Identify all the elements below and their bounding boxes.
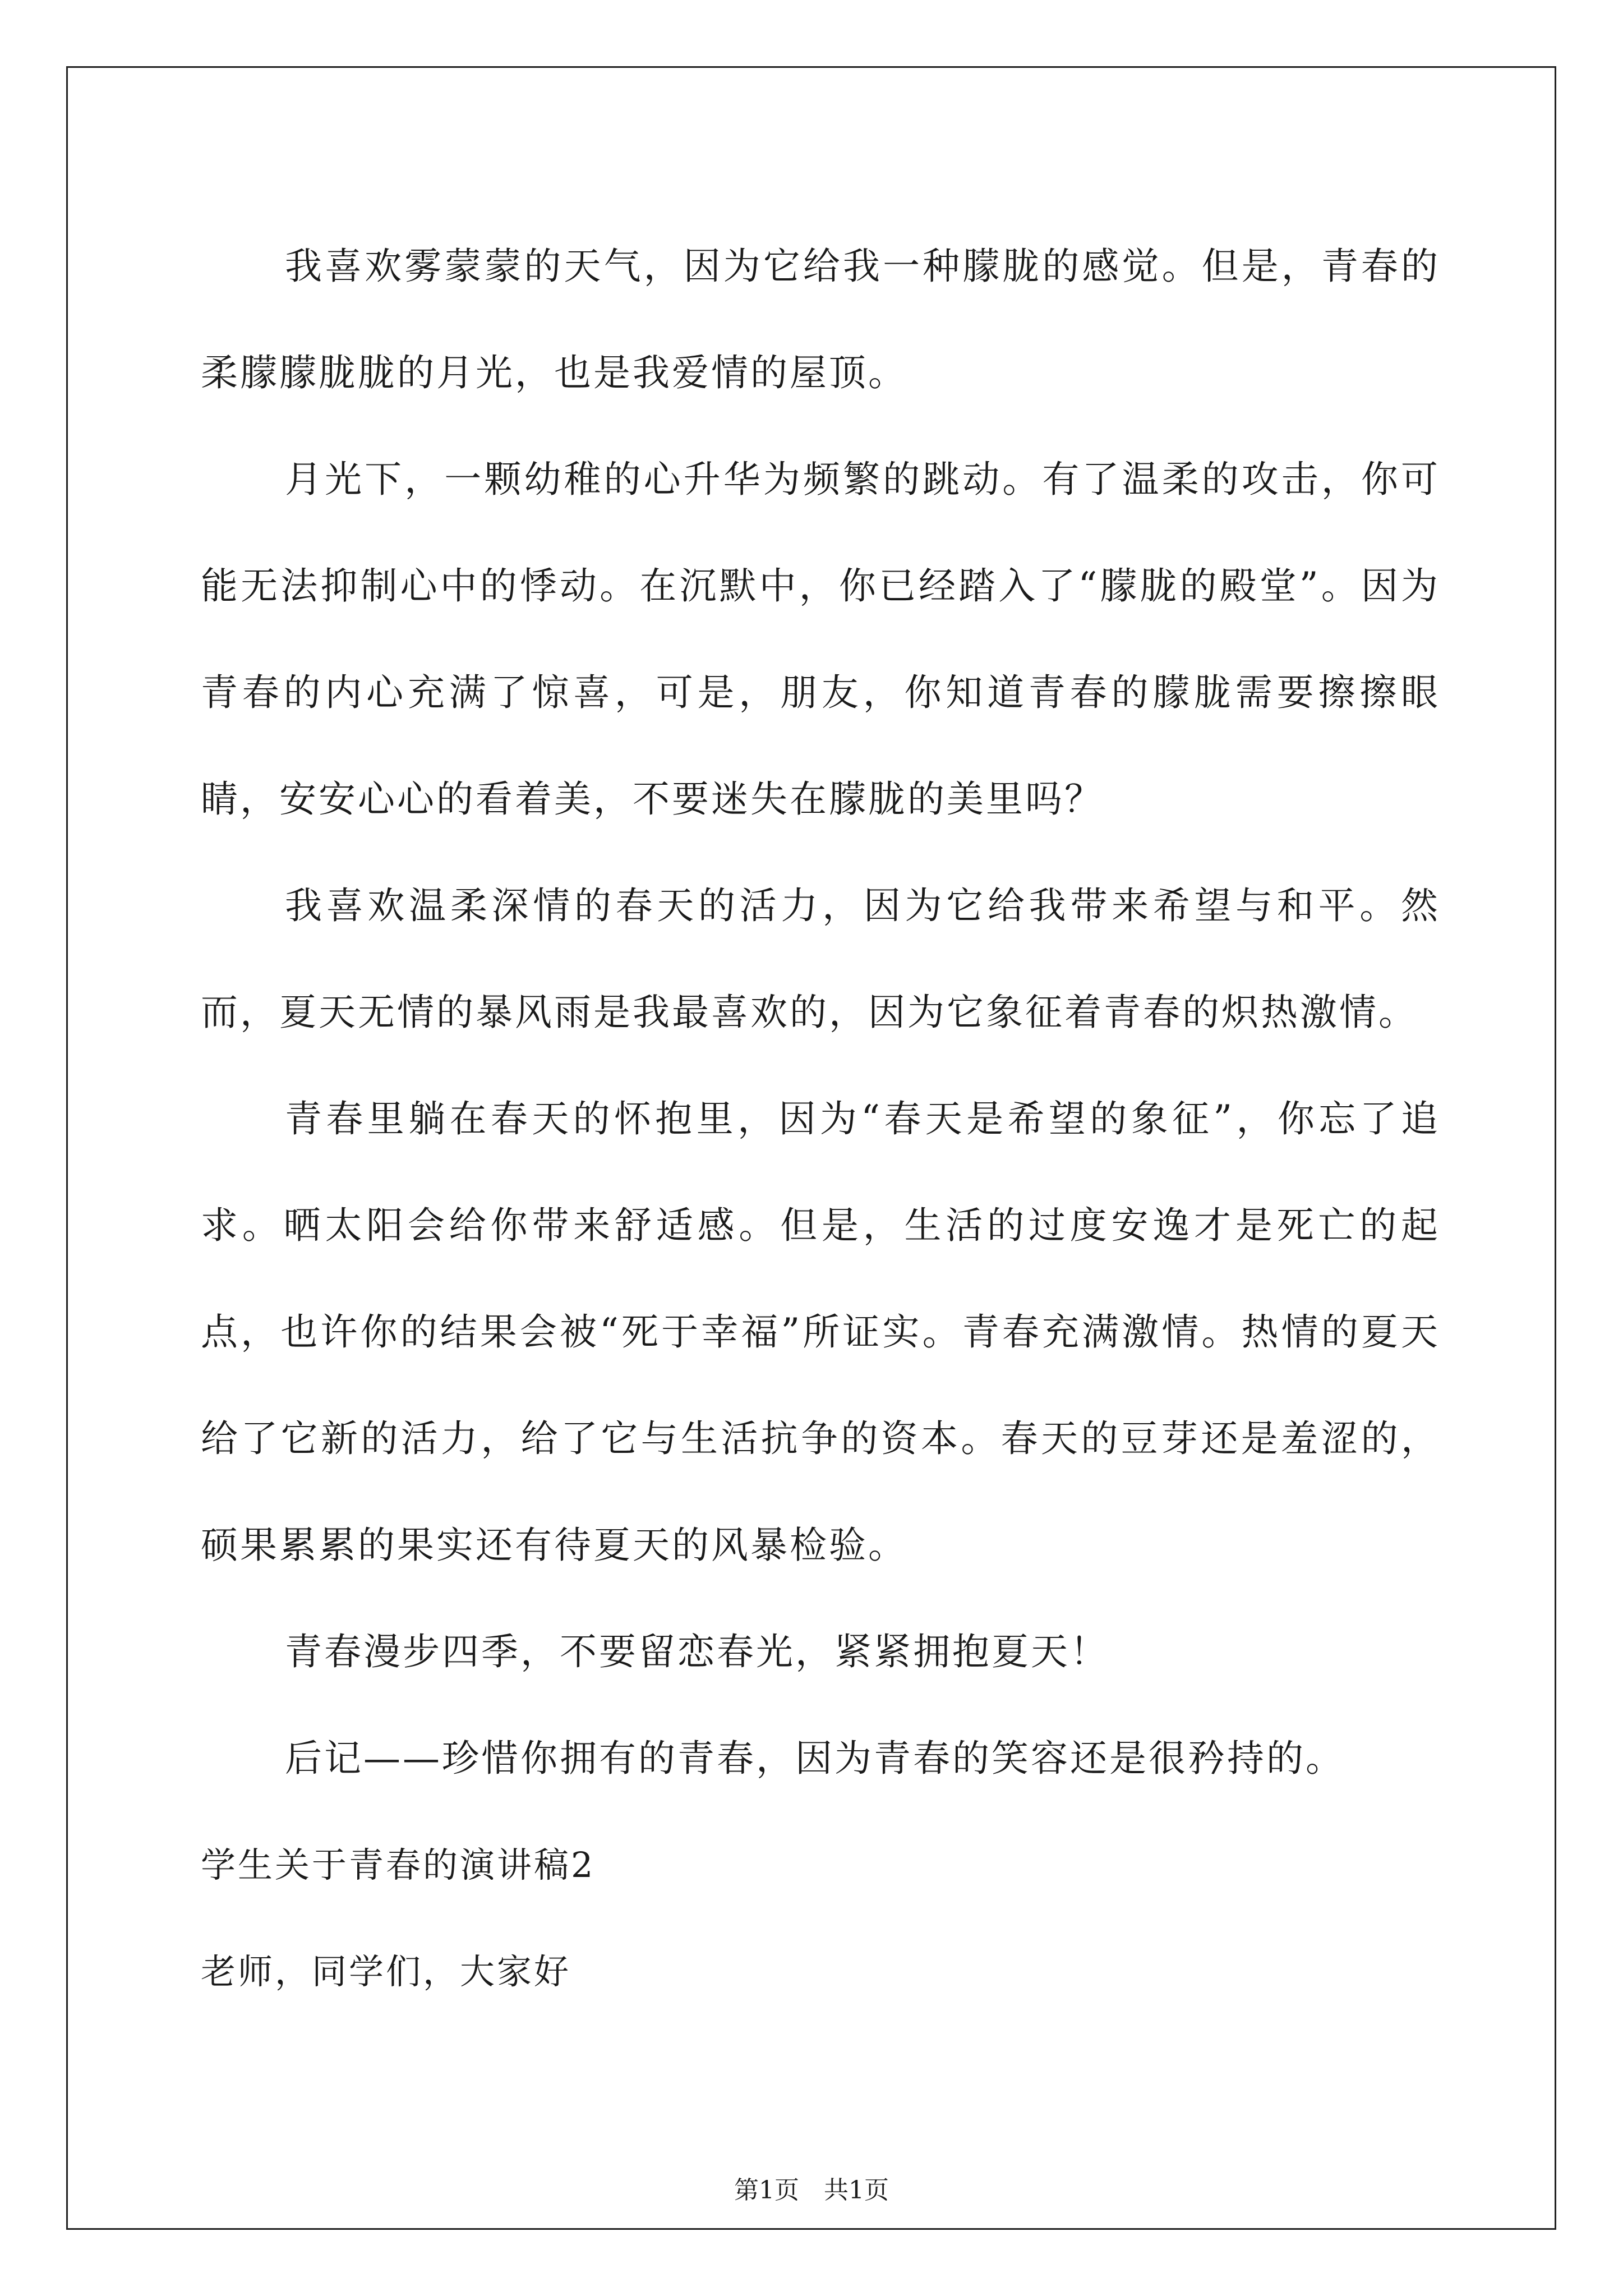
paragraph: 我喜欢温柔深情的春天的活力，因为它给我带来希望与和平。然而，夏天无情的暴风雨是我最喜欢的，因为它象征着青春的炽热激情。 bbox=[201, 884, 1440, 1034]
page-footer bbox=[0, 2170, 1623, 2206]
paragraph: 后记——珍惜你拥有的青春，因为青春的笑容还是很矜持的。 bbox=[285, 1737, 1345, 1780]
paragraph: 青春漫步四季，不要留恋春光，紧紧拥抱夏天！ bbox=[285, 1630, 1109, 1673]
paragraph: 青春里躺在春天的怀抱里，因为“春天是希望的象征”，你忘了追求。晒太阳会给你带来舒适感。但是，生活的过度安逸才是死亡的起点，也许你的结果会被“死于幸福”所证实。青春充满激情。热情的夏天给了它新的活力，给了它与生活抗争的资本。春天的豆芽还是羞涩的，硕果累累的果实还有待夏天的风暴检验。 bbox=[201, 1097, 1440, 1567]
total-pages: 共1页 bbox=[824, 2176, 889, 2205]
page-number: 第1页 bbox=[734, 2176, 799, 2205]
document-body bbox=[201, 213, 1440, 2025]
paragraph: 我喜欢雾蒙蒙的天气，因为它给我一种朦胧的感觉。但是，青春的柔朦朦胧胧的月光，也是我爱情的屋顶。 bbox=[201, 245, 1440, 394]
paragraph: 月光下，一颗幼稚的心升华为频繁的跳动。有了温柔的攻击，你可能无法抑制心中的悸动。在沉默中，你已经踏入了“朦胧的殿堂”。因为青春的内心充满了惊喜，可是，朋友，你知道青春的朦胧需要擦擦眼睛，安安心心的看着美，不要迷失在朦胧的美里吗？ bbox=[201, 458, 1440, 821]
greeting: 老师，同学们，大家好 bbox=[201, 1951, 571, 1992]
section-title: 学生关于青春的演讲稿2 bbox=[201, 1844, 596, 1885]
